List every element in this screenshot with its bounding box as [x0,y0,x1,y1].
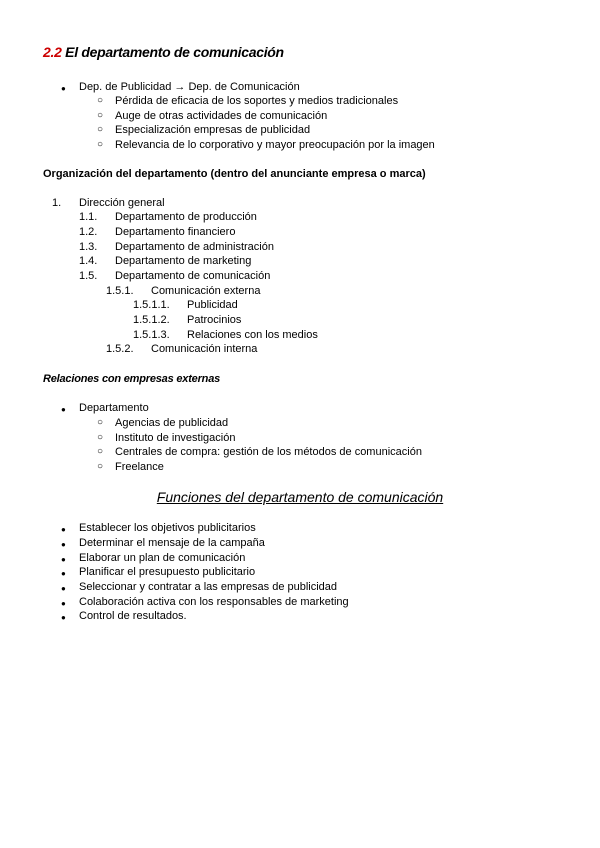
circle-bullet-icon: ○ [97,110,104,121]
list-number: 1.5.1.3. [133,329,170,341]
list-item: Dep. de Publicidad → Dep. de Comunicación [79,81,300,93]
list-number: 1. [52,197,62,209]
list-item: Pérdida de eficacia de los soportes y medios tradicionales [115,95,399,107]
bullet-icon: ● [61,525,66,534]
list-number: 1.5.2. [106,343,134,355]
list-number: 1.4. [79,255,98,267]
list-item: Patrocinios [187,314,242,326]
functions-heading: Funciones del departamento de comunicación [156,489,444,505]
circle-bullet-icon: ○ [97,461,104,472]
list-item: Departamento de producción [115,211,257,223]
list-item: Colaboración activa con los responsables de marketing [79,596,349,608]
list-item: Especialización empresas de publicidad [115,124,311,136]
list-item: Determinar el mensaje de la campaña [79,537,265,549]
bullet-icon: ● [61,584,66,593]
list-item: Agencias de publicidad [115,417,229,429]
circle-bullet-icon: ○ [97,417,104,428]
list-item: Auge de otras actividades de comunicación [115,110,328,122]
circle-bullet-icon: ○ [97,446,104,457]
list-item: Control de resultados. [79,610,187,622]
list-number: 1.5.1. [106,285,134,297]
bullet-icon: ● [61,555,66,564]
list-item: Departamento de marketing [115,255,252,267]
section-number: 2.2 [43,44,62,60]
list-item: Centrales de compra: gestión de los métodos de comunicación [115,446,422,458]
list-item: Relevancia de lo corporativo y mayor preocupación por la imagen [115,139,435,151]
bullet-icon: ● [61,405,66,414]
list-item: Instituto de investigación [115,432,236,444]
list-item: Departamento de administración [115,241,274,253]
list-number: 1.5. [79,270,98,282]
bullet-icon: ● [61,599,66,608]
circle-bullet-icon: ○ [97,95,104,106]
list-item: Departamento [79,402,149,414]
circle-bullet-icon: ○ [97,139,104,150]
relations-heading: Relaciones con empresas externas [43,373,221,385]
list-item: Dirección general [79,197,165,209]
list-item: Freelance [115,461,164,473]
list-item: Elaborar un plan de comunicación [79,552,246,564]
section-title: El departamento de comunicación [65,44,284,60]
list-number: 1.1. [79,211,98,223]
list-item: Departamento financiero [115,226,236,238]
list-item: Comunicación externa [151,285,261,297]
circle-bullet-icon: ○ [97,124,104,135]
list-number: 1.5.1.1. [133,299,170,311]
list-number: 1.3. [79,241,98,253]
list-item: Publicidad [187,299,238,311]
list-number: 1.2. [79,226,98,238]
list-number: 1.5.1.2. [133,314,170,326]
bullet-icon: ● [61,613,66,622]
bullet-icon: ● [61,84,66,93]
circle-bullet-icon: ○ [97,432,104,443]
bullet-icon: ● [61,540,66,549]
list-item: Establecer los objetivos publicitarios [79,522,256,534]
list-item: Departamento de comunicación [115,270,271,282]
list-item: Comunicación interna [151,343,258,355]
bullet-icon: ● [61,569,66,578]
page-title [43,44,284,60]
list-item: Planificar el presupuesto publicitario [79,566,256,578]
list-item: Seleccionar y contratar a las empresas de publicidad [79,581,338,593]
list-item: Relaciones con los medios [187,329,318,341]
organization-heading: Organización del departamento (dentro del anunciante empresa o marca) [43,168,426,180]
